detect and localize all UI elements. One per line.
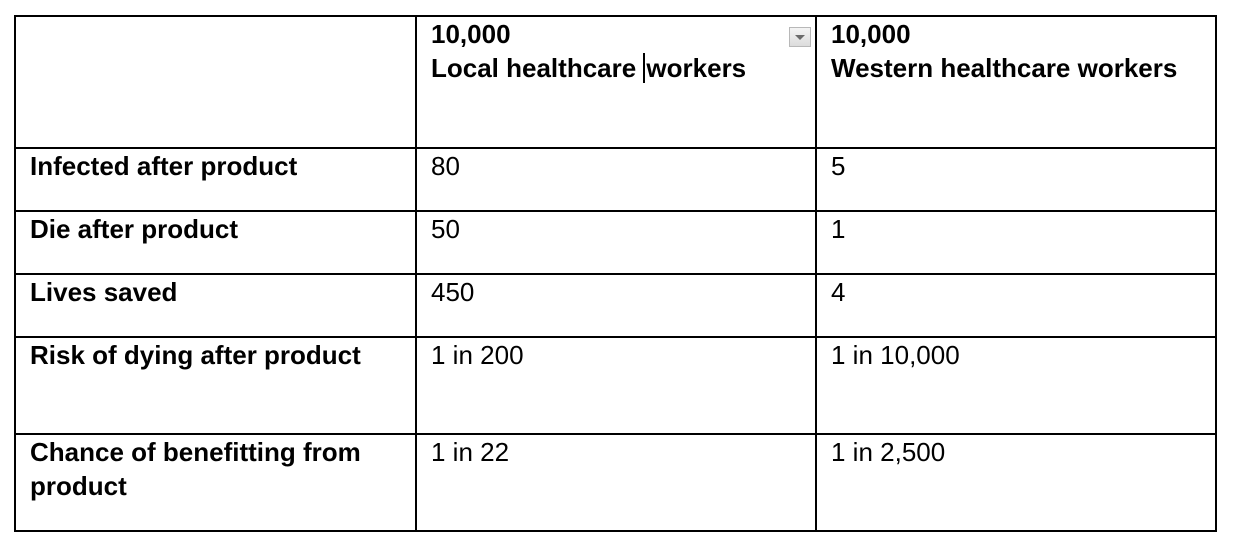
header-label-local-end: workers <box>646 53 747 83</box>
cell-local[interactable]: 1 in 200 <box>416 337 816 434</box>
header-cell-western[interactable] <box>816 16 1216 148</box>
header-label-local-start: Local healthcare <box>431 53 644 83</box>
header-label-local <box>431 51 815 85</box>
comparison-table <box>14 15 1217 532</box>
table-row <box>15 211 1216 274</box>
table-row <box>15 274 1216 337</box>
header-count-local: 10,000 <box>431 19 511 49</box>
row-label[interactable]: Chance of benefitting from product <box>15 434 416 531</box>
cell-western[interactable]: 1 in 10,000 <box>816 337 1216 434</box>
cell-western[interactable]: 1 <box>816 211 1216 274</box>
cell-western[interactable]: 5 <box>816 148 1216 211</box>
header-cell-local[interactable] <box>416 16 816 148</box>
cell-local[interactable]: 50 <box>416 211 816 274</box>
cell-local[interactable]: 1 in 22 <box>416 434 816 531</box>
row-label[interactable]: Die after product <box>15 211 416 274</box>
cell-local[interactable]: 80 <box>416 148 816 211</box>
table-row <box>15 148 1216 211</box>
cell-local[interactable]: 450 <box>416 274 816 337</box>
row-label[interactable]: Risk of dying after product <box>15 337 416 434</box>
table-row <box>15 434 1216 531</box>
cell-western[interactable]: 4 <box>816 274 1216 337</box>
table-header-row <box>15 16 1216 148</box>
row-label[interactable]: Lives saved <box>15 274 416 337</box>
cell-western[interactable]: 1 in 2,500 <box>816 434 1216 531</box>
corner-cell[interactable] <box>15 16 416 148</box>
header-count-western: 10,000 <box>831 19 911 49</box>
table-row <box>15 337 1216 434</box>
caret-shape <box>795 35 805 40</box>
chevron-down-icon[interactable] <box>789 27 811 47</box>
header-label-western: Western healthcare workers <box>831 53 1178 83</box>
row-label[interactable]: Infected after product <box>15 148 416 211</box>
